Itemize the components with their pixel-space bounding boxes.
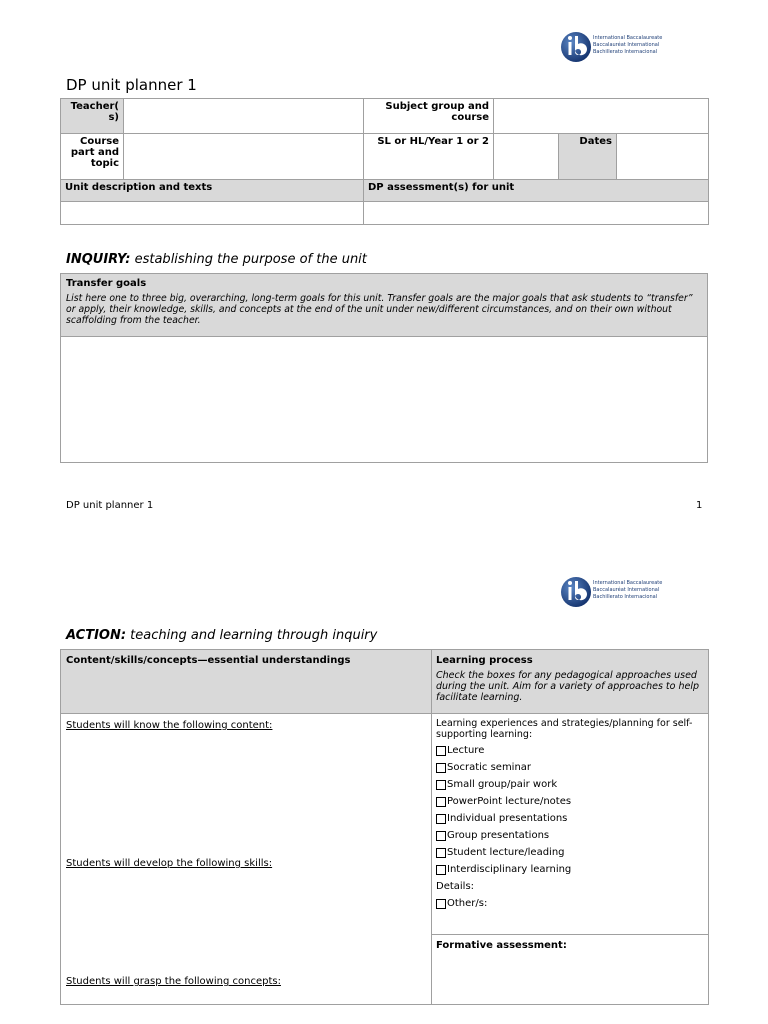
unit-info-table [60, 98, 709, 225]
checkbox-group-presentations[interactable]: Group presentations [436, 827, 704, 844]
unit-description-field[interactable] [61, 202, 364, 225]
checkbox-powerpoint[interactable]: PowerPoint lecture/notes [436, 793, 704, 810]
logo-text-en: International Baccalaureate [593, 580, 663, 586]
transfer-goals-instructions: List here one to three big, overarching, long-term goals for this unit. Transfer goals are the major goals that ask students to “transfer” or apply, their knowledge, skills, and concepts at the end of the unit under new/different circumstances, and on their own without scaffolding from the teacher. [66, 293, 693, 326]
checkbox-box[interactable] [436, 780, 446, 790]
grasp-concepts-label[interactable]: Students will grasp the following concepts: [66, 976, 281, 987]
transfer-goals-field[interactable] [61, 337, 708, 463]
level-field[interactable] [494, 134, 559, 180]
transfer-goals-header [61, 274, 708, 337]
course-label: Course part and topic [61, 134, 124, 180]
subject-group-label: Subject group and course [364, 99, 494, 134]
formative-assessment-label: Formative assessment: [432, 935, 709, 1005]
logo-text-es: Bachillerato Internacional [593, 594, 658, 600]
learning-experiences-cell [432, 714, 709, 935]
learning-process-instructions: Check the boxes for any pedagogical approaches used during the unit. Aim for a variety of approaches to help facilitate learning. [436, 670, 700, 703]
details-label: Details: [436, 881, 475, 892]
ib-logo-mark [560, 575, 594, 609]
checkbox-box[interactable] [436, 797, 446, 807]
course-field[interactable] [124, 134, 364, 180]
checkbox-lecture[interactable]: Lecture [436, 742, 704, 759]
unit-description-label: Unit description and texts [61, 180, 364, 202]
checkbox-box[interactable] [436, 848, 446, 858]
ib-logo [560, 575, 680, 615]
dp-assessment-label: DP assessment(s) for unit [364, 180, 709, 202]
ib-logo-mark [560, 30, 594, 64]
dp-assessment-field[interactable] [364, 202, 709, 225]
checkbox-box[interactable] [436, 746, 446, 756]
logo-text-fr: Baccalauréat International [593, 587, 660, 593]
checkbox-box[interactable] [436, 865, 446, 875]
checkbox-small-group[interactable]: Small group/pair work [436, 776, 704, 793]
inquiry-heading: INQUIRY: establishing the purpose of the unit [66, 252, 367, 267]
checkbox-other[interactable]: Other/s: [436, 895, 704, 912]
teacher-label: Teacher( s) [61, 99, 124, 134]
checkbox-box[interactable] [436, 899, 446, 909]
checkbox-interdisciplinary[interactable]: Interdisciplinary learning [436, 861, 704, 878]
checkbox-student-lecture[interactable]: Student lecture/leading [436, 844, 704, 861]
checkbox-box[interactable] [436, 763, 446, 773]
content-skills-header: Content/skills/concepts—essential understandings [61, 650, 432, 714]
subject-group-field[interactable] [494, 99, 709, 134]
ib-logo [560, 30, 680, 70]
know-content-label[interactable]: Students will know the following content: [66, 720, 273, 731]
action-heading: ACTION: teaching and learning through inquiry [66, 628, 378, 643]
learning-process-label: Learning process [436, 655, 533, 666]
teacher-field[interactable] [124, 99, 364, 134]
dates-field[interactable] [617, 134, 709, 180]
dates-label: Dates [559, 134, 617, 180]
footer-title: DP unit planner 1 [66, 500, 154, 511]
checkbox-box[interactable] [436, 831, 446, 841]
checkbox-box[interactable] [436, 814, 446, 824]
logo-text-en: International Baccalaureate [593, 35, 663, 41]
learning-process-header [432, 650, 709, 714]
footer-page-number: 1 [696, 500, 703, 511]
understandings-cell [61, 714, 432, 1005]
checkbox-socratic-seminar[interactable]: Socratic seminar [436, 759, 704, 776]
level-label: SL or HL/Year 1 or 2 [364, 134, 494, 180]
logo-text-fr: Baccalauréat International [593, 42, 660, 48]
develop-skills-label[interactable]: Students will develop the following skills: [66, 858, 273, 869]
transfer-goals-label: Transfer goals [66, 278, 147, 289]
page-title: DP unit planner 1 [66, 76, 197, 94]
action-table [60, 649, 709, 1005]
transfer-goals-table [60, 273, 708, 463]
learning-experiences-label: Learning experiences and strategies/planning for self-supporting learning: [436, 718, 693, 740]
checkbox-individual-presentations[interactable]: Individual presentations [436, 810, 704, 827]
logo-text-es: Bachillerato Internacional [593, 49, 658, 55]
